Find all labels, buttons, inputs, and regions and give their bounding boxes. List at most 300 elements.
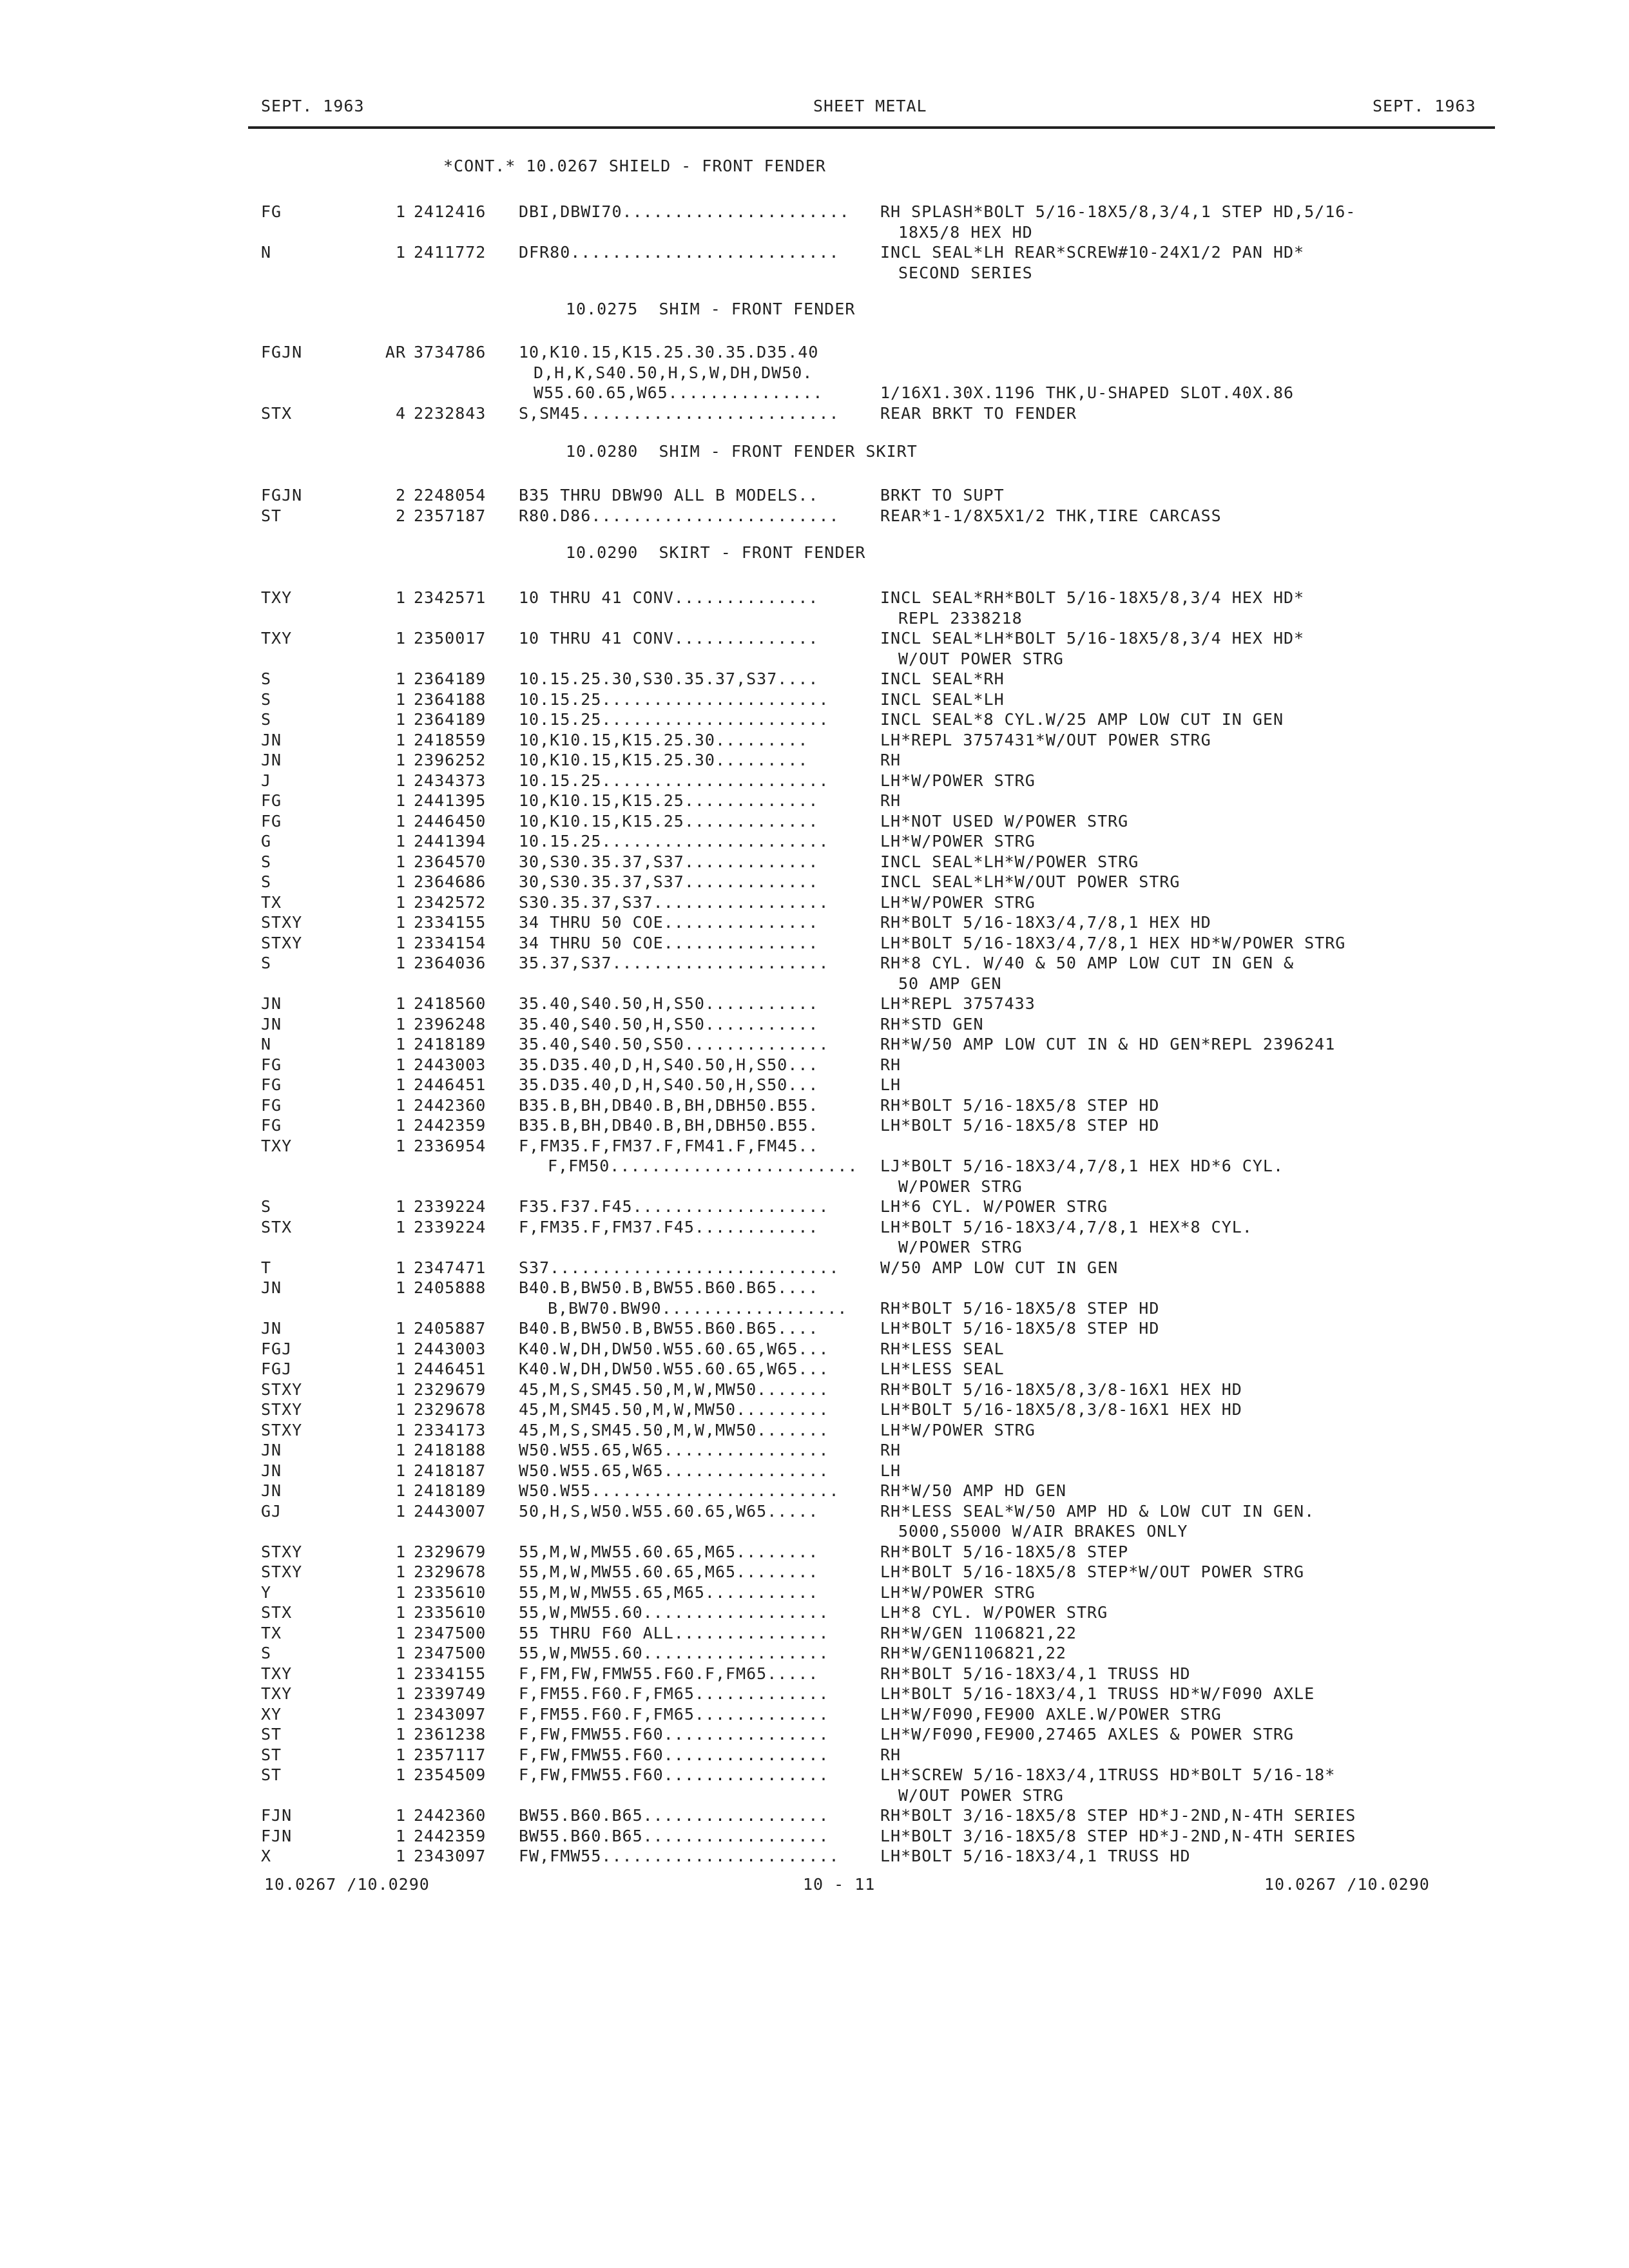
part-description: W/50 AMP LOW CUT IN GEN [880, 1258, 1119, 1277]
model-list: BW55.B60.B65.................. [519, 1806, 829, 1825]
part-number: 2418189 [414, 1481, 487, 1500]
part-number: 2334173 [414, 1420, 487, 1439]
footer-right: 10.0267 /10.0290 [1264, 1875, 1430, 1894]
quantity: 1 [395, 629, 406, 648]
model-list: S37............................ [519, 1258, 840, 1277]
part-number: 2396252 [414, 751, 487, 769]
part-row-continued [0, 609, 1629, 629]
quantity: 1 [395, 1441, 406, 1459]
part-row [0, 1035, 1629, 1055]
part-number: 2342572 [414, 892, 487, 912]
model-list: S30.35.37,S37................. [519, 892, 829, 912]
model-list: BW55.B60.B65.................. [519, 1826, 829, 1845]
model-code: FG [261, 1055, 282, 1074]
part-description: 1/16X1.30X.1196 THK,U-SHAPED SLOT.40X.86 [880, 383, 1295, 402]
part-description: LH*BOLT 5/16-18X5/8,3/8-16X1 HEX HD [880, 1400, 1242, 1419]
model-code: S [261, 852, 272, 871]
model-list: F,FW,FMW55.F60................ [519, 1745, 829, 1764]
part-row [0, 1055, 1629, 1076]
part-description: INCL SEAL*RH [880, 669, 1005, 688]
part-description: INCL SEAL*LH [880, 689, 1005, 709]
model-list: 10,K10.15,K15.25............. [519, 811, 819, 831]
model-list: F,FM55.F60.F,FM65............. [519, 1704, 829, 1724]
model-code: G [261, 832, 272, 850]
quantity: 1 [395, 954, 406, 972]
part-number: 2329679 [414, 1542, 487, 1561]
header-rule [248, 126, 1495, 129]
part-number: 2418559 [414, 730, 487, 749]
part-number: 2443007 [414, 1501, 487, 1521]
part-row [0, 1258, 1629, 1279]
model-code: TX [261, 1623, 282, 1642]
model-list: 55,W,MW55.60.................. [519, 1644, 829, 1662]
model-list: 45,M,SM45.50,M,W,MW50......... [519, 1400, 829, 1419]
part-row [0, 1847, 1629, 1867]
part-description: INCL SEAL*LH*W/POWER STRG [880, 852, 1139, 871]
quantity: 1 [395, 852, 406, 871]
part-description: RH*BOLT 3/16-18X5/8 STEP HD*J-2ND,N-4TH SERIES [880, 1806, 1356, 1825]
model-code: TXY [261, 1684, 293, 1703]
quantity: 1 [395, 1603, 406, 1622]
model-list: DBI,DBWI70...................... [519, 202, 850, 221]
part-number: 2342571 [414, 588, 487, 607]
quantity: 1 [395, 1826, 406, 1845]
model-code: STXY [261, 1542, 303, 1561]
part-number: 2343097 [414, 1847, 487, 1865]
part-row-continued [0, 1177, 1629, 1198]
model-list: 34 THRU 50 COE............... [519, 913, 819, 932]
model-code: FGJ [261, 1339, 293, 1358]
quantity: 1 [395, 1339, 406, 1358]
part-number: 2364189 [414, 710, 487, 729]
part-number: 2339224 [414, 1197, 487, 1216]
quantity: 1 [395, 1075, 406, 1094]
model-list: F,FM35.F,FM37.F,FM41.F,FM45.. [519, 1136, 819, 1155]
part-row [0, 1542, 1629, 1563]
part-number: 2335610 [414, 1603, 487, 1622]
part-description: INCL SEAL*LH*W/OUT POWER STRG [880, 872, 1181, 891]
model-list-continued: B,BW70.BW90.................. [548, 1298, 848, 1318]
model-code: ST [261, 1765, 282, 1784]
quantity: 1 [395, 1116, 406, 1135]
model-code: ST [261, 506, 282, 525]
part-row [0, 872, 1629, 893]
part-description: LH*REPL 3757431*W/OUT POWER STRG [880, 730, 1211, 749]
model-code: FG [261, 202, 282, 221]
part-description: LH*SCREW 5/16-18X3/4,1TRUSS HD*BOLT 5/16-18* [880, 1765, 1336, 1784]
quantity: 1 [395, 1217, 406, 1236]
quantity: 1 [395, 1420, 406, 1439]
footer-page-number: 10 - 11 [803, 1875, 876, 1894]
model-list: 10.15.25...................... [519, 689, 829, 709]
model-code: JN [261, 1481, 282, 1500]
model-list: FW,FMW55....................... [519, 1847, 840, 1865]
model-list: B35.B,BH,DB40.B,BH,DBH50.B55. [519, 1116, 819, 1135]
model-code: STXY [261, 1379, 303, 1399]
part-row [0, 1380, 1629, 1401]
model-code: S [261, 689, 272, 709]
quantity: 1 [395, 1014, 406, 1033]
part-row [0, 588, 1629, 609]
part-description: LH*BOLT 5/16-18X3/4,1 TRUSS HD [880, 1847, 1191, 1865]
part-row [0, 1015, 1629, 1035]
description-continued: 5000,S5000 W/AIR BRAKES ONLY [898, 1522, 1188, 1541]
quantity: 1 [395, 1501, 406, 1521]
section-title: *CONT.* 10.0267 SHIELD - FRONT FENDER [443, 157, 826, 175]
part-number: 2334154 [414, 933, 487, 952]
part-description: RH [880, 791, 901, 810]
part-row [0, 1116, 1629, 1137]
model-code: FJN [261, 1806, 293, 1825]
part-description: LH [880, 1461, 901, 1480]
model-list: 35.40,S40.50,S50.............. [519, 1035, 829, 1053]
quantity: 1 [395, 1481, 406, 1500]
quantity: 1 [395, 872, 406, 891]
model-code: Y [261, 1582, 272, 1602]
description-continued: REPL 2338218 [898, 608, 1023, 628]
model-list: 10.15.25...................... [519, 832, 829, 850]
part-row [0, 243, 1629, 264]
quantity: AR [385, 343, 406, 361]
part-number: 2405888 [414, 1278, 487, 1297]
part-description: RH [880, 1441, 901, 1459]
part-number: 2354509 [414, 1765, 487, 1784]
quantity: 1 [395, 1765, 406, 1784]
part-row-continued [0, 1157, 1629, 1177]
model-list: R80.D86........................ [519, 506, 840, 525]
part-row [0, 832, 1629, 852]
part-description: LH*BOLT 3/16-18X5/8 STEP HD*J-2ND,N-4TH SERIES [880, 1826, 1356, 1845]
description-continued: SECOND SERIES [898, 263, 1033, 282]
part-number: 3734786 [414, 343, 487, 361]
quantity: 1 [395, 202, 406, 221]
part-row [0, 1765, 1629, 1786]
part-row [0, 1441, 1629, 1461]
model-list: 10,K10.15,K15.25.30.35.D35.40 [519, 343, 819, 361]
part-number: 2329678 [414, 1562, 487, 1581]
part-description: INCL SEAL*8 CYL.W/25 AMP LOW CUT IN GEN [880, 710, 1284, 729]
description-continued: 18X5/8 HEX HD [898, 222, 1033, 242]
model-code: JN [261, 1278, 282, 1297]
part-number: 2339224 [414, 1217, 487, 1236]
part-description: INCL SEAL*LH REAR*SCREW#10-24X1/2 PAN HD* [880, 243, 1305, 262]
part-description: LH*BOLT 5/16-18X3/4,1 TRUSS HD*W/F090 AXLE [880, 1684, 1315, 1703]
quantity: 1 [395, 1095, 406, 1115]
part-row [0, 1603, 1629, 1624]
part-row-continued [0, 1238, 1629, 1258]
model-code: ST [261, 1725, 282, 1744]
model-list: 30,S30.35.37,S37............. [519, 852, 819, 871]
quantity: 2 [395, 486, 406, 505]
part-number: 2443003 [414, 1055, 487, 1074]
model-code: TX [261, 892, 282, 912]
model-list: 10 THRU 41 CONV.............. [519, 629, 819, 648]
model-code: STX [261, 1603, 293, 1622]
model-code: ST [261, 1745, 282, 1764]
model-list: K40.W,DH,DW50.W55.60.65,W65... [519, 1360, 829, 1378]
part-description: LH*NOT USED W/POWER STRG [880, 811, 1129, 831]
model-code: STXY [261, 933, 303, 952]
part-number: 2412416 [414, 202, 487, 221]
part-row [0, 1197, 1629, 1218]
part-description: LH*W/F090,FE900,27465 AXLES & POWER STRG [880, 1725, 1295, 1744]
section-title: 10.0290 SKIRT - FRONT FENDER [566, 543, 866, 562]
quantity: 1 [395, 1461, 406, 1480]
quantity: 2 [395, 506, 406, 525]
part-description: RH [880, 1055, 901, 1074]
quantity: 1 [395, 588, 406, 607]
model-list: B35 THRU DBW90 ALL B MODELS.. [519, 486, 819, 505]
part-description: LH*BOLT 5/16-18X3/4,7/8,1 HEX*8 CYL. [880, 1217, 1253, 1236]
quantity: 1 [395, 913, 406, 932]
model-list: 10,K10.15,K15.25.30......... [519, 751, 809, 769]
model-code: S [261, 1644, 272, 1662]
model-code: JN [261, 1319, 282, 1338]
part-row [0, 1827, 1629, 1847]
model-list: F,FW,FMW55.F60................ [519, 1765, 829, 1784]
description-continued: W/OUT POWER STRG [898, 649, 1064, 668]
quantity: 1 [395, 811, 406, 831]
model-list: B40.B,BW50.B,BW55.B60.B65.... [519, 1278, 819, 1297]
part-row-continued [0, 1522, 1629, 1542]
part-row [0, 1624, 1629, 1644]
part-row [0, 1684, 1629, 1705]
model-code: N [261, 1035, 272, 1053]
part-description: RH*8 CYL. W/40 & 50 AMP LOW CUT IN GEN & [880, 954, 1295, 972]
model-list: 45,M,S,SM45.50,M,W,MW50....... [519, 1379, 829, 1399]
model-list: B35.B,BH,DB40.B,BH,DBH50.B55. [519, 1095, 819, 1115]
part-number: 2329678 [414, 1400, 487, 1419]
part-description: LH*W/POWER STRG [880, 832, 1036, 850]
part-description: RH*BOLT 5/16-18X3/4,1 TRUSS HD [880, 1664, 1191, 1683]
model-list: F,FM,FW,FMW55.F60.F,FM65..... [519, 1664, 819, 1683]
part-number: 2405887 [414, 1319, 487, 1338]
part-description: LH*W/POWER STRG [880, 1420, 1036, 1439]
model-list: 10.15.25.30,S30.35.37,S37.... [519, 669, 819, 688]
header-date-left: SEPT. 1963 [261, 97, 365, 115]
model-list: 55,M,W,MW55.60.65,M65........ [519, 1562, 819, 1581]
model-list-continued: W55.60.65,W65............... [534, 383, 824, 402]
model-list: S,SM45......................... [519, 403, 840, 423]
quantity: 1 [395, 1035, 406, 1053]
part-description: INCL SEAL*RH*BOLT 5/16-18X5/8,3/4 HEX HD* [880, 588, 1305, 607]
part-number: 2364686 [414, 872, 487, 891]
model-list: 55,M,W,MW55.60.65,M65........ [519, 1542, 819, 1561]
part-number: 2339749 [414, 1684, 487, 1703]
quantity: 1 [395, 689, 406, 709]
part-number: 2441395 [414, 791, 487, 810]
part-row-continued [0, 974, 1629, 995]
part-number: 2336954 [414, 1136, 487, 1155]
part-number: 2442360 [414, 1095, 487, 1115]
model-code: T [261, 1258, 272, 1277]
model-list: F,FW,FMW55.F60................ [519, 1725, 829, 1744]
part-description: RH*W/GEN1106821,22 [880, 1644, 1066, 1662]
quantity: 1 [395, 243, 406, 262]
part-number: 2442359 [414, 1826, 487, 1845]
model-code: STX [261, 403, 293, 423]
model-code: N [261, 243, 272, 262]
model-code: STXY [261, 1420, 303, 1439]
part-description: LH*BOLT 5/16-18X3/4,7/8,1 HEX HD*W/POWER STRG [880, 933, 1346, 952]
part-number: 2334155 [414, 913, 487, 932]
part-number: 2350017 [414, 629, 487, 648]
part-description: RH*W/GEN 1106821,22 [880, 1623, 1077, 1642]
model-code: JN [261, 751, 282, 769]
part-row [0, 1319, 1629, 1340]
model-code: FJN [261, 1826, 293, 1845]
part-number: 2334155 [414, 1664, 487, 1683]
part-row [0, 1137, 1629, 1157]
model-code: S [261, 710, 272, 729]
part-row [0, 771, 1629, 792]
part-number: 2248054 [414, 486, 487, 505]
part-description: RH*BOLT 5/16-18X5/8,3/8-16X1 HEX HD [880, 1379, 1242, 1399]
part-number: 2361238 [414, 1725, 487, 1744]
part-row [0, 710, 1629, 731]
part-number: 2411772 [414, 243, 487, 262]
quantity: 1 [395, 1136, 406, 1155]
quantity: 1 [395, 1664, 406, 1683]
model-list: 50,H,S,W50.W55.60.65,W65..... [519, 1501, 819, 1521]
quantity: 1 [395, 1644, 406, 1662]
part-description: INCL SEAL*LH*BOLT 5/16-18X5/8,3/4 HEX HD* [880, 629, 1305, 648]
part-row [0, 343, 1629, 363]
part-description: RH*LESS SEAL*W/50 AMP HD & LOW CUT IN GEN. [880, 1501, 1315, 1521]
part-row [0, 913, 1629, 934]
part-number: 2446450 [414, 811, 487, 831]
part-description: LH*W/POWER STRG [880, 892, 1036, 912]
part-description: RH*W/50 AMP LOW CUT IN & HD GEN*REPL 2396241 [880, 1035, 1336, 1053]
model-list-continued: D,H,K,S40.50,H,S,W,DH,DW50. [534, 363, 813, 382]
part-description: REAR*1-1/8X5X1/2 THK,TIRE CARCASS [880, 506, 1222, 525]
part-description: LH*8 CYL. W/POWER STRG [880, 1603, 1108, 1622]
model-code: X [261, 1847, 272, 1865]
model-code: STXY [261, 913, 303, 932]
quantity: 1 [395, 1197, 406, 1216]
part-row [0, 1421, 1629, 1441]
footer-left: 10.0267 /10.0290 [264, 1875, 430, 1894]
part-number: 2364189 [414, 669, 487, 688]
model-list: 35.40,S40.50,H,S50........... [519, 994, 819, 1013]
part-description: LH*W/POWER STRG [880, 1582, 1036, 1602]
part-row [0, 791, 1629, 812]
part-row [0, 1745, 1629, 1766]
part-description: LH*6 CYL. W/POWER STRG [880, 1197, 1108, 1216]
part-row-continued [0, 649, 1629, 670]
quantity: 1 [395, 1562, 406, 1581]
header-title: SHEET METAL [813, 97, 927, 115]
model-code: FG [261, 1075, 282, 1094]
section-title: 10.0275 SHIM - FRONT FENDER [566, 300, 856, 318]
model-list: 35.40,S40.50,H,S50........... [519, 1014, 819, 1033]
part-row-continued [0, 383, 1629, 404]
part-row-continued [0, 264, 1629, 284]
model-code: S [261, 954, 272, 972]
quantity: 1 [395, 1258, 406, 1277]
part-description: LH*LESS SEAL [880, 1360, 1005, 1378]
model-list: 34 THRU 50 COE............... [519, 933, 819, 952]
quantity: 1 [395, 1055, 406, 1074]
model-list: 30,S30.35.37,S37............. [519, 872, 819, 891]
model-list: 35.37,S37..................... [519, 954, 829, 972]
model-list: F,FM35.F,FM37.F45............ [519, 1217, 819, 1236]
part-row [0, 1360, 1629, 1380]
model-code: FG [261, 1095, 282, 1115]
quantity: 1 [395, 892, 406, 912]
model-code: TXY [261, 588, 293, 607]
part-description: LH*W/F090,FE900 AXLE.W/POWER STRG [880, 1704, 1222, 1724]
quantity: 1 [395, 751, 406, 769]
part-description: LH*BOLT 5/16-18X5/8 STEP HD [880, 1116, 1160, 1135]
part-number: 2364036 [414, 954, 487, 972]
part-row-continued [0, 223, 1629, 244]
part-row [0, 1644, 1629, 1664]
quantity: 1 [395, 1684, 406, 1703]
part-number: 2418187 [414, 1461, 487, 1480]
model-code: S [261, 669, 272, 688]
part-row-continued [0, 1299, 1629, 1320]
part-description: LJ*BOLT 5/16-18X3/4,7/8,1 HEX HD*6 CYL. [880, 1157, 1284, 1175]
part-number: 2446451 [414, 1075, 487, 1094]
part-number: 2446451 [414, 1360, 487, 1378]
model-list-continued: F,FM50........................ [548, 1157, 858, 1175]
part-description: LH*REPL 3757433 [880, 994, 1036, 1013]
part-number: 2441394 [414, 832, 487, 850]
part-description: LH [880, 1075, 901, 1094]
quantity: 1 [395, 832, 406, 850]
quantity: 1 [395, 1806, 406, 1825]
model-code: GJ [261, 1501, 282, 1521]
part-row [0, 954, 1629, 974]
part-description: RH*W/50 AMP HD GEN [880, 1481, 1066, 1500]
model-list: 55 THRU F60 ALL............... [519, 1623, 829, 1642]
part-number: 2232843 [414, 403, 487, 423]
quantity: 1 [395, 791, 406, 810]
description-continued: W/OUT POWER STRG [898, 1785, 1064, 1805]
model-list: B40.B,BW50.B,BW55.B60.B65.... [519, 1319, 819, 1338]
part-row [0, 1278, 1629, 1299]
model-list: F,FM55.F60.F,FM65............. [519, 1684, 829, 1703]
quantity: 1 [395, 1542, 406, 1561]
part-row [0, 1400, 1629, 1421]
part-row [0, 751, 1629, 771]
quantity: 4 [395, 403, 406, 423]
description-continued: W/POWER STRG [898, 1238, 1023, 1256]
model-list: 45,M,S,SM45.50,M,W,MW50....... [519, 1420, 829, 1439]
quantity: 1 [395, 1582, 406, 1602]
description-continued: W/POWER STRG [898, 1177, 1023, 1196]
part-number: 2343097 [414, 1704, 487, 1724]
quantity: 1 [395, 1704, 406, 1724]
part-row [0, 812, 1629, 832]
model-list: 35.D35.40,D,H,S40.50,H,S50... [519, 1055, 819, 1074]
model-code: S [261, 872, 272, 891]
part-number: 2335610 [414, 1582, 487, 1602]
model-code: TXY [261, 1136, 293, 1155]
model-code: J [261, 771, 272, 790]
part-row [0, 506, 1629, 527]
model-code: FG [261, 1116, 282, 1135]
model-list: F35.F37.F45................... [519, 1197, 829, 1216]
part-row [0, 404, 1629, 425]
model-list: 10 THRU 41 CONV.............. [519, 588, 819, 607]
part-number: 2347500 [414, 1644, 487, 1662]
model-list: 35.D35.40,D,H,S40.50,H,S50... [519, 1075, 819, 1094]
model-code: FG [261, 791, 282, 810]
part-row [0, 1806, 1629, 1827]
quantity: 1 [395, 1360, 406, 1378]
